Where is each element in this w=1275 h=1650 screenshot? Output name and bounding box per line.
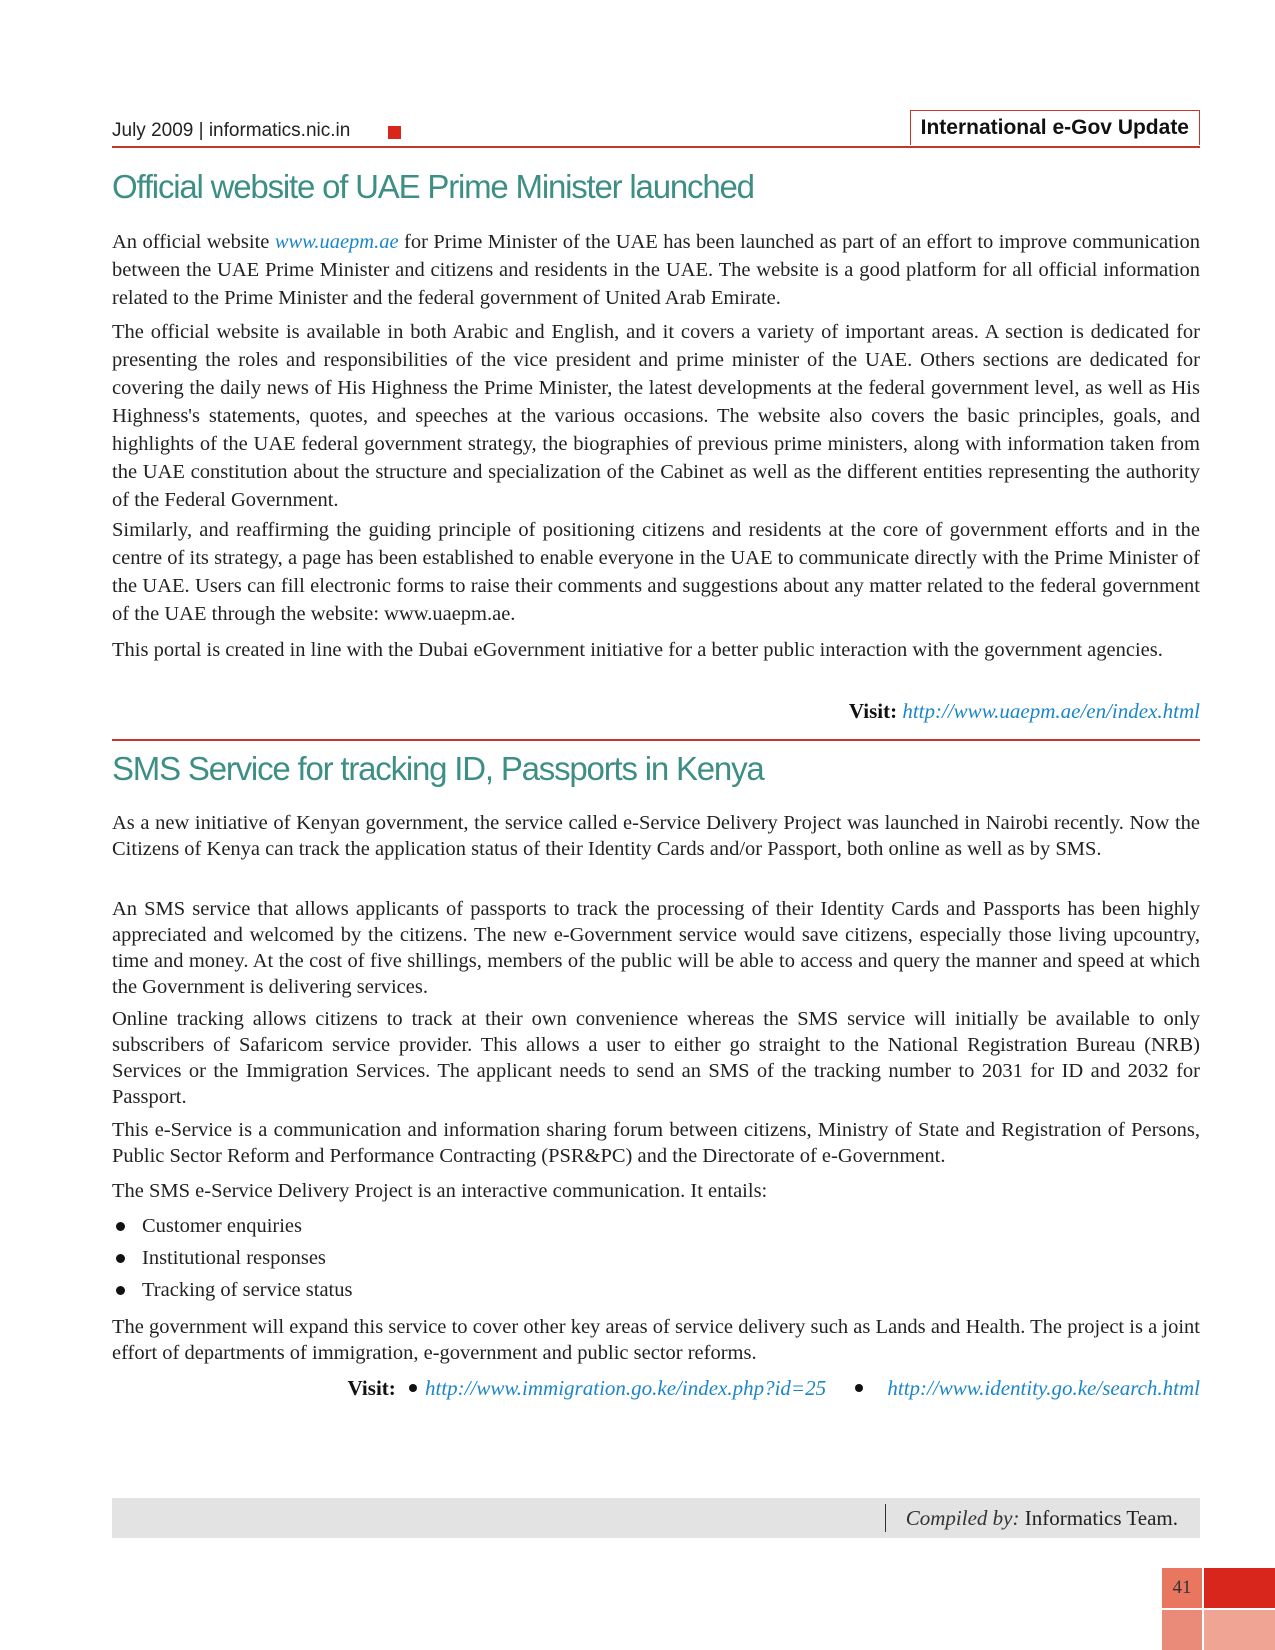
header-divider <box>112 146 1200 148</box>
article-1-paragraph-2: The official website is available in both Arabic and English, and it covers a variety of important areas. A section is dedicated for presenting the roles and responsibilities of the vice president and prime minister of the UAE. Others sections are dedicated for covering the daily news of His Highness the Prime Minister, the latest developments at the federal government level, as well as His Highness's statements, quotes, and speeches at the various occasions. The website also covers the basic principles, goals, and highlights of the UAE federal government strategy, the biographies of previous prime ministers, along with information taken from the UAE constitution about the structure and specialization of the Cabinet as well as the different entities representing the authority of the Federal Government. <box>112 321 1200 511</box>
identity-search-link[interactable]: http://www.identity.go.ke/search.html <box>887 1376 1200 1400</box>
visit-label: Visit: <box>848 699 898 723</box>
bullet-text: Customer enquiries <box>142 1215 302 1237</box>
article-1-paragraph-1 <box>112 228 1200 312</box>
compiled-by-label: Compiled by: <box>905 1506 1020 1530</box>
section-divider <box>112 739 1200 741</box>
bullet-icon <box>409 1384 417 1392</box>
immigration-link[interactable]: http://www.immigration.go.ke/index.php?id=25 <box>425 1376 827 1400</box>
article-2-paragraph-5: The SMS e-Service Delivery Project is an interactive communication. It entails: <box>112 1180 768 1202</box>
uaepm-link[interactable]: www.uaepm.ae <box>274 231 399 253</box>
article-2-paragraph-2: An SMS service that allows applicants of passports to track the processing of their Identity Cards and Passports has been highly appreciated and welcomed by the citizens. The new e-Government service would save citizens, especially those living upcountry, time and money. At the cost of five shillings, members of the public will be able to access and query the manner and speed at which the Government is delivering services. <box>112 898 1200 998</box>
corner-decoration <box>1204 1610 1275 1650</box>
article-2-title: SMS Service for tracking ID, Passports in Kenya <box>112 750 764 787</box>
bullet-icon <box>116 1286 125 1295</box>
article-1-paragraph-3: Similarly, and reaffirming the guiding principle of positioning citizens and residents at the core of government efforts and in the centre of its strategy, a page has been established to enable everyone in the UAE to communicate directly with the Prime Minister of the UAE. Users can fill electronic forms to raise their comments and suggestions about any matter related to the federal government of the UAE through the website: www.uaepm.ae. <box>112 519 1200 625</box>
list-item <box>112 1274 1112 1306</box>
article-1-p1-prefix: An official website <box>112 231 275 253</box>
page-header <box>112 110 1200 148</box>
visit-label: Visit: <box>347 1376 396 1400</box>
header-red-square-icon <box>388 126 401 139</box>
article-1-p1-suffix: for Prime Minister of the UAE has been launched as part of an effort to improve communication between the UAE Prime Minister and citizens and residents in the UAE. The website is a good platform for all official information related to the Prime Minister and the federal government of United Arab Emirate. <box>112 231 1201 309</box>
article-1-title: Official website of UAE Prime Minister launched <box>112 168 754 205</box>
compiled-by-value: Informatics Team. <box>1019 1506 1178 1530</box>
page-number: 41 <box>1162 1568 1202 1608</box>
article-2-paragraph-4: This e-Service is a communication and information sharing forum between citizens, Ministry of State and Registration of Persons, Public Sector Reform and Performance Contracting (PSR&PC) and the Directorate of e-Government. <box>112 1119 1200 1167</box>
article-2-paragraph-6: The government will expand this service to cover other key areas of service delivery such as Lands and Health. The project is a joint effort of departments of immigration, e-government and public sector reforms. <box>112 1316 1200 1364</box>
bullet-icon <box>116 1222 125 1231</box>
service-bullet-list <box>112 1210 1112 1306</box>
article-1-paragraph-4: This portal is created in line with the Dubai eGovernment initiative for a better public interaction with the government agencies. <box>112 639 1163 661</box>
article-1-visit <box>849 699 1200 724</box>
article-2-paragraph-3: Online tracking allows citizens to track at their own convenience whereas the SMS service will initially be available to only subscribers of Safaricom service provider. This allows a user to either go straight to the National Registration Bureau (NRB) Services or the Immigration Services. The applicant needs to send an SMS of the tracking number to 2031 for ID and 2032 for Passport. <box>112 1008 1200 1108</box>
article-2-paragraph-1: As a new initiative of Kenyan government, the service called e-Service Delivery Project was launched in Nairobi recently. Now the Citizens of Kenya can track the application status of their Identity Cards and/or Passport, both online as well as by SMS. <box>112 812 1200 860</box>
bullet-icon <box>116 1254 125 1263</box>
list-item <box>112 1242 1112 1274</box>
header-date-site: July 2009 | informatics.nic.in <box>112 120 351 141</box>
bullet-icon <box>855 1384 863 1392</box>
compiled-by-credit <box>885 1504 1178 1532</box>
credit-bar <box>112 1498 1200 1538</box>
bullet-text: Tracking of service status <box>142 1279 353 1301</box>
bullet-text: Institutional responses <box>142 1247 326 1269</box>
article-2-visit <box>348 1376 1200 1401</box>
header-section-title: International e-Gov Update <box>910 110 1200 145</box>
uaepm-index-link[interactable]: http://www.uaepm.ae/en/index.html <box>902 699 1200 723</box>
corner-decoration <box>1162 1610 1202 1650</box>
list-item <box>112 1210 1112 1242</box>
corner-decoration <box>1204 1568 1275 1608</box>
